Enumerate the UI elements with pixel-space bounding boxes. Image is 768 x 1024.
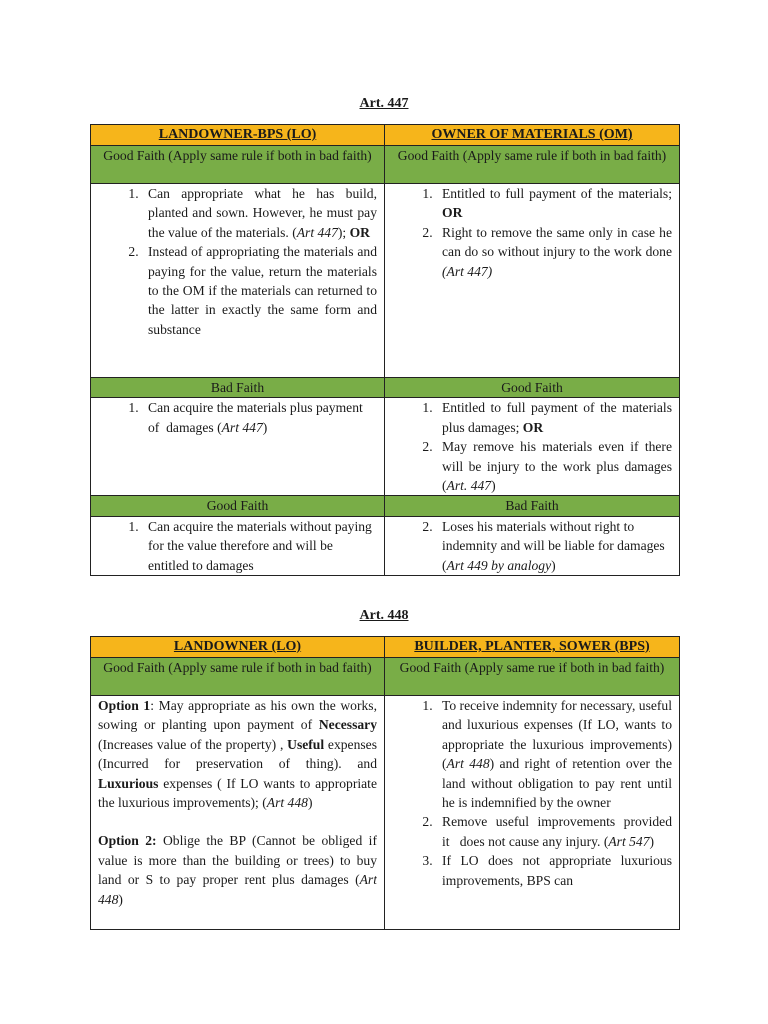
lo-good-faith-rights-3 [91,516,385,575]
lo-options [91,696,385,930]
lo-good-faith-rights [91,184,385,378]
option-1: Option 1: May appropriate as his own the works, sowing or planting upon payment of Necessary (Increases value of the property) , Useful expenses (Incurred for preservation of thing). and Luxurious expenses ( If LO wants to appropriate the luxurious improvements); (Art 448) [98,698,377,811]
art-448-title: Art. 448 [359,608,409,623]
lo-good-faith-status-448: Good Faith (Apply same rule if both in bad faith) [91,658,385,696]
lo-good-faith-status: Good Faith (Apply same rule if both in bad faith) [91,146,385,184]
art-447-title: Art. 447 [359,96,409,111]
owner-of-materials-header: OWNER OF MATERIALS (OM) [385,125,680,146]
list-item: 1. Can appropriate what he has build, planted and sown. However, he must pay the value of the materials. (Art 447); OR [142,184,377,242]
list-item: 1. Can acquire the materials without paying for the value therefore and will be entitled to damages [142,517,377,575]
lo-good-faith-status-3: Good Faith [91,496,385,516]
option-2: Option 2: Oblige the BP (Cannot be obliged if value is more than the building or trees) to buy land or S to pay proper rent plus damages (Art 448) [98,833,377,907]
landowner-header: LANDOWNER (LO) [91,637,385,658]
om-good-faith-rights-2 [385,398,680,496]
lo-bad-faith-rights [91,398,385,496]
list-item: 2. Right to remove the same only in case he can do so without injury to the work done (Art 447) [436,223,672,281]
list-item: 1. Can acquire the materials plus payment of damages (Art 447) [142,398,377,437]
list-item: 1. Entitled to full payment of the materials; OR [436,184,672,223]
om-good-faith-rights [385,184,680,378]
list-item: 2. Loses his materials without right to indemnity and will be liable for damages (Art 449 by analogy) [436,517,672,575]
list-item: 2. May remove his materials even if there will be injury to the work plus damages (Art. 447) [436,437,672,495]
builder-planter-sower-header: BUILDER, PLANTER, SOWER (BPS) [385,637,680,658]
landowner-bps-header: LANDOWNER-BPS (LO) [91,125,385,146]
list-item: 1. Entitled to full payment of the materials plus damages; OR [436,398,672,437]
list-item: 2. Remove useful improvements provided it does not cause any injury. (Art 547) [436,812,672,851]
bps-good-faith-status: Good Faith (Apply same rue if both in bad faith) [385,658,680,696]
om-bad-faith-rights [385,516,680,575]
art-448-table [90,636,680,930]
lo-bad-faith-status: Bad Faith [91,378,385,398]
om-good-faith-status-2: Good Faith [385,378,680,398]
list-item: 2. Instead of appropriating the materials and paying for the value, return the materials to the OM if the materials can returned to the latter in exactly the same form and substance [142,242,377,339]
bps-rights [385,696,680,930]
art-447-table [90,124,680,576]
list-item: 1. To receive indemnity for necessary, useful and luxurious expenses (If LO, wants to appropriate the luxurious improvements) (Art 448) and right of retention over the land without obligation to pay rent until he is indemnified by the owner [436,696,672,812]
om-good-faith-status: Good Faith (Apply same rule if both in bad faith) [385,146,680,184]
om-bad-faith-status: Bad Faith [385,496,680,516]
list-item: 3. If LO does not appropriate luxurious improvements, BPS can [436,851,672,890]
